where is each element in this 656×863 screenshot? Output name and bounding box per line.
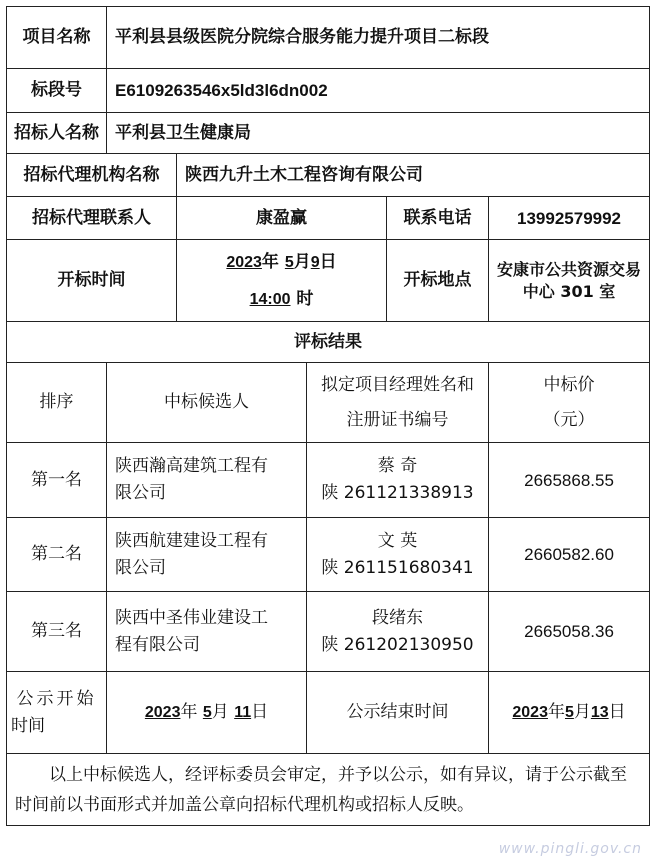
month-char: 月 [573,702,591,722]
col-manager-header [307,363,489,443]
tenderer-label: 招标人名称 [7,113,107,154]
open-time-value [177,240,387,322]
col-manager-line1: 拟定项目经理姓名和 [321,374,474,395]
publicity-start-label-line2: 时间 [11,715,45,736]
row-agency [7,154,650,197]
publicity-start-label [7,672,107,754]
row-project-name [7,7,650,69]
publicity-end-value [489,672,650,754]
end-day: 13 [590,704,609,721]
table-row [7,443,650,518]
phone-value: 13992579992 [489,197,650,240]
manager-name: 段绪东 [372,607,423,628]
section-no-value: E6109263546x5ld3l6dn002 [107,69,650,113]
open-hour: 14:00 [249,290,291,308]
table-row [7,518,650,592]
month-char: 月 [293,251,311,272]
col-rank-header: 排序 [7,363,107,443]
candidate-cell [107,518,307,592]
bid-result-table [6,6,650,826]
year-char: 年 [261,251,279,272]
manager-cell [307,443,489,518]
manager-name: 文 英 [377,530,418,551]
row-contact [7,197,650,240]
project-name-value: 平利县县级医院分院综合服务能力提升项目二标段 [107,7,650,69]
year-char: 年 [180,702,198,722]
site-watermark: www.pingli.gov.cn [498,841,642,857]
contact-label: 招标代理联系人 [7,197,177,240]
candidate-line2: 限公司 [115,483,166,503]
row-tenderer [7,113,650,154]
day-char: 日 [251,702,269,722]
rank-cell: 第二名 [7,518,107,592]
row-section-no [7,69,650,113]
tenderer-value: 平利县卫生健康局 [107,113,650,154]
open-day: 9 [310,253,320,271]
col-candidate-header: 中标候选人 [107,363,307,443]
end-month: 5 [564,704,574,721]
candidate-line2: 限公司 [115,557,166,578]
year-char: 年 [547,702,565,722]
manager-name: 蔡 奇 [377,456,418,476]
manager-cert: 陕 261121338913 [321,483,474,503]
day-char: 日 [608,702,626,722]
phone-label: 联系电话 [387,197,489,240]
contact-value: 康盈赢 [177,197,387,240]
end-year: 2023 [512,704,548,721]
result-title: 评标结果 [7,322,650,363]
publicity-start-label-line1: 公示开始 [16,688,97,709]
day-char: 日 [319,251,337,272]
start-year: 2023 [144,704,181,721]
price-cell: 2660582.60 [489,518,650,592]
candidate-line1: 陕西航建建设工程有 [115,530,268,551]
hour-char: 时 [296,288,314,309]
agency-value: 陕西九升土木工程咨询有限公司 [177,154,650,197]
manager-cell [307,518,489,592]
start-day: 11 [234,704,252,721]
open-year: 2023 [226,253,262,271]
publicity-end-label: 公示结束时间 [307,672,489,754]
col-manager-line2: 注册证书编号 [346,409,449,430]
rank-cell: 第三名 [7,592,107,672]
candidate-line2: 程有限公司 [115,634,200,655]
row-publicity [7,672,650,754]
row-notice [7,754,650,826]
price-cell: 2665058.36 [489,592,650,672]
candidate-line1: 陕西中圣伟业建设工 [115,607,268,628]
row-result-title [7,322,650,363]
publicity-start-value [107,672,307,754]
open-time-label: 开标时间 [7,240,177,322]
candidate-cell [107,443,307,518]
col-price-line1: 中标价 [543,374,595,395]
open-place-value: 安康市公共资源交易中心 301 室 [489,240,650,322]
col-price-line2: （元） [543,409,595,430]
open-date-line [181,249,382,276]
manager-cert: 陕 261151680341 [321,557,474,578]
candidate-line1: 陕西瀚高建筑工程有 [115,456,268,476]
result-header-row [7,363,650,443]
manager-cert: 陕 261202130950 [321,634,474,655]
open-hour-line [181,286,382,313]
rank-cell: 第一名 [7,443,107,518]
manager-cell [307,592,489,672]
col-price-header [489,363,650,443]
row-open-time [7,240,650,322]
project-name-label: 项目名称 [7,7,107,69]
open-month: 5 [284,253,294,271]
price-cell: 2665868.55 [489,443,650,518]
open-place-label: 开标地点 [387,240,489,322]
month-char: 月 [211,702,229,722]
section-no-label: 标段号 [7,69,107,113]
start-month: 5 [202,704,212,721]
notice-text: 以上中标候选人，经评标委员会审定，并予以公示，如有异议，请于公示截至时间前以书面形式并加盖公章向招标代理机构或招标人反映。 [7,754,650,826]
candidate-cell [107,592,307,672]
agency-label: 招标代理机构名称 [7,154,177,197]
table-row [7,592,650,672]
